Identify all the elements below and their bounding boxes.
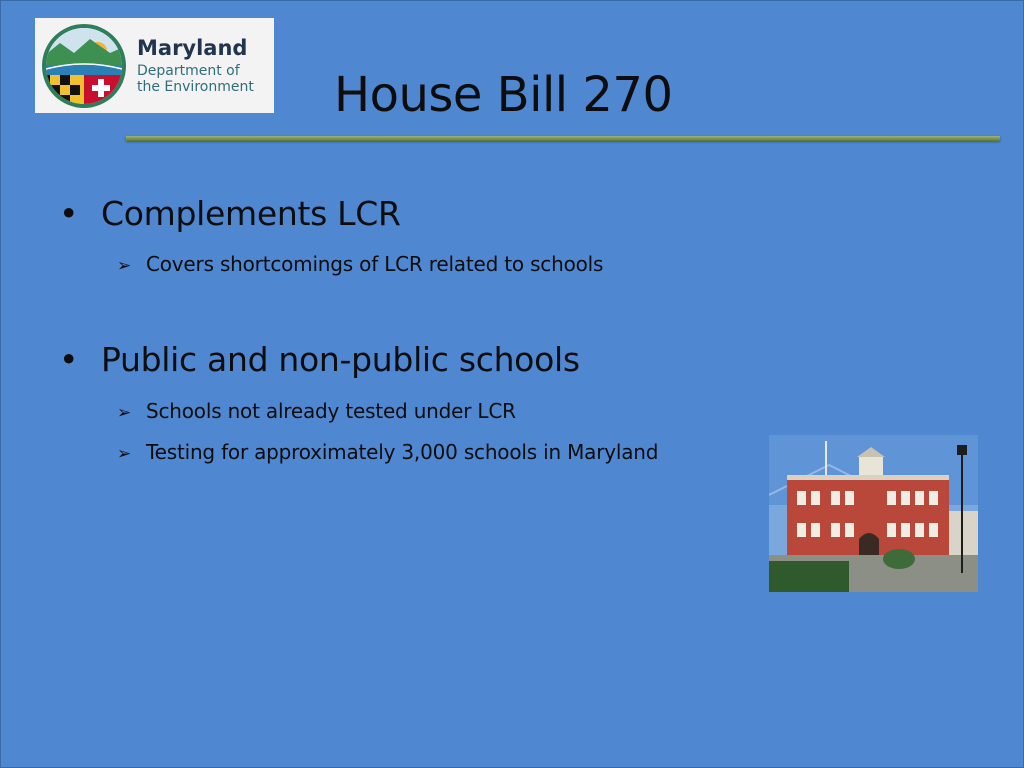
sub-bullet-text: Testing for approximately 3,000 schools in Maryland: [146, 440, 659, 464]
slide-title: House Bill 270: [334, 67, 673, 123]
school-building-photo: [769, 435, 978, 592]
sub-bullet-text: Schools not already tested under LCR: [146, 399, 516, 423]
bullet-marker: •: [59, 194, 79, 233]
logo-text: [137, 36, 254, 95]
maryland-seal-icon: [40, 23, 128, 109]
mde-logo: [35, 18, 274, 113]
bullet-public-schools: [59, 340, 580, 379]
bullet-text: Public and non-public schools: [101, 340, 580, 379]
bullet-marker: •: [59, 340, 79, 379]
sub-bullet-not-tested: [117, 399, 516, 423]
logo-line-environment: the Environment: [137, 79, 254, 96]
logo-line-department: Department of: [137, 63, 240, 80]
sub-bullet-3000-schools: [117, 440, 658, 464]
bullet-text: Complements LCR: [101, 194, 401, 233]
logo-line-maryland: Maryland: [137, 36, 248, 60]
arrow-bullet-icon: ➢: [117, 403, 132, 423]
bullet-complements-lcr: [59, 194, 401, 233]
arrow-bullet-icon: ➢: [117, 444, 132, 464]
sub-bullet-shortcomings: [117, 252, 603, 276]
title-divider: [126, 136, 1000, 141]
sub-bullet-text: Covers shortcomings of LCR related to schools: [146, 252, 604, 276]
arrow-bullet-icon: ➢: [117, 256, 132, 276]
